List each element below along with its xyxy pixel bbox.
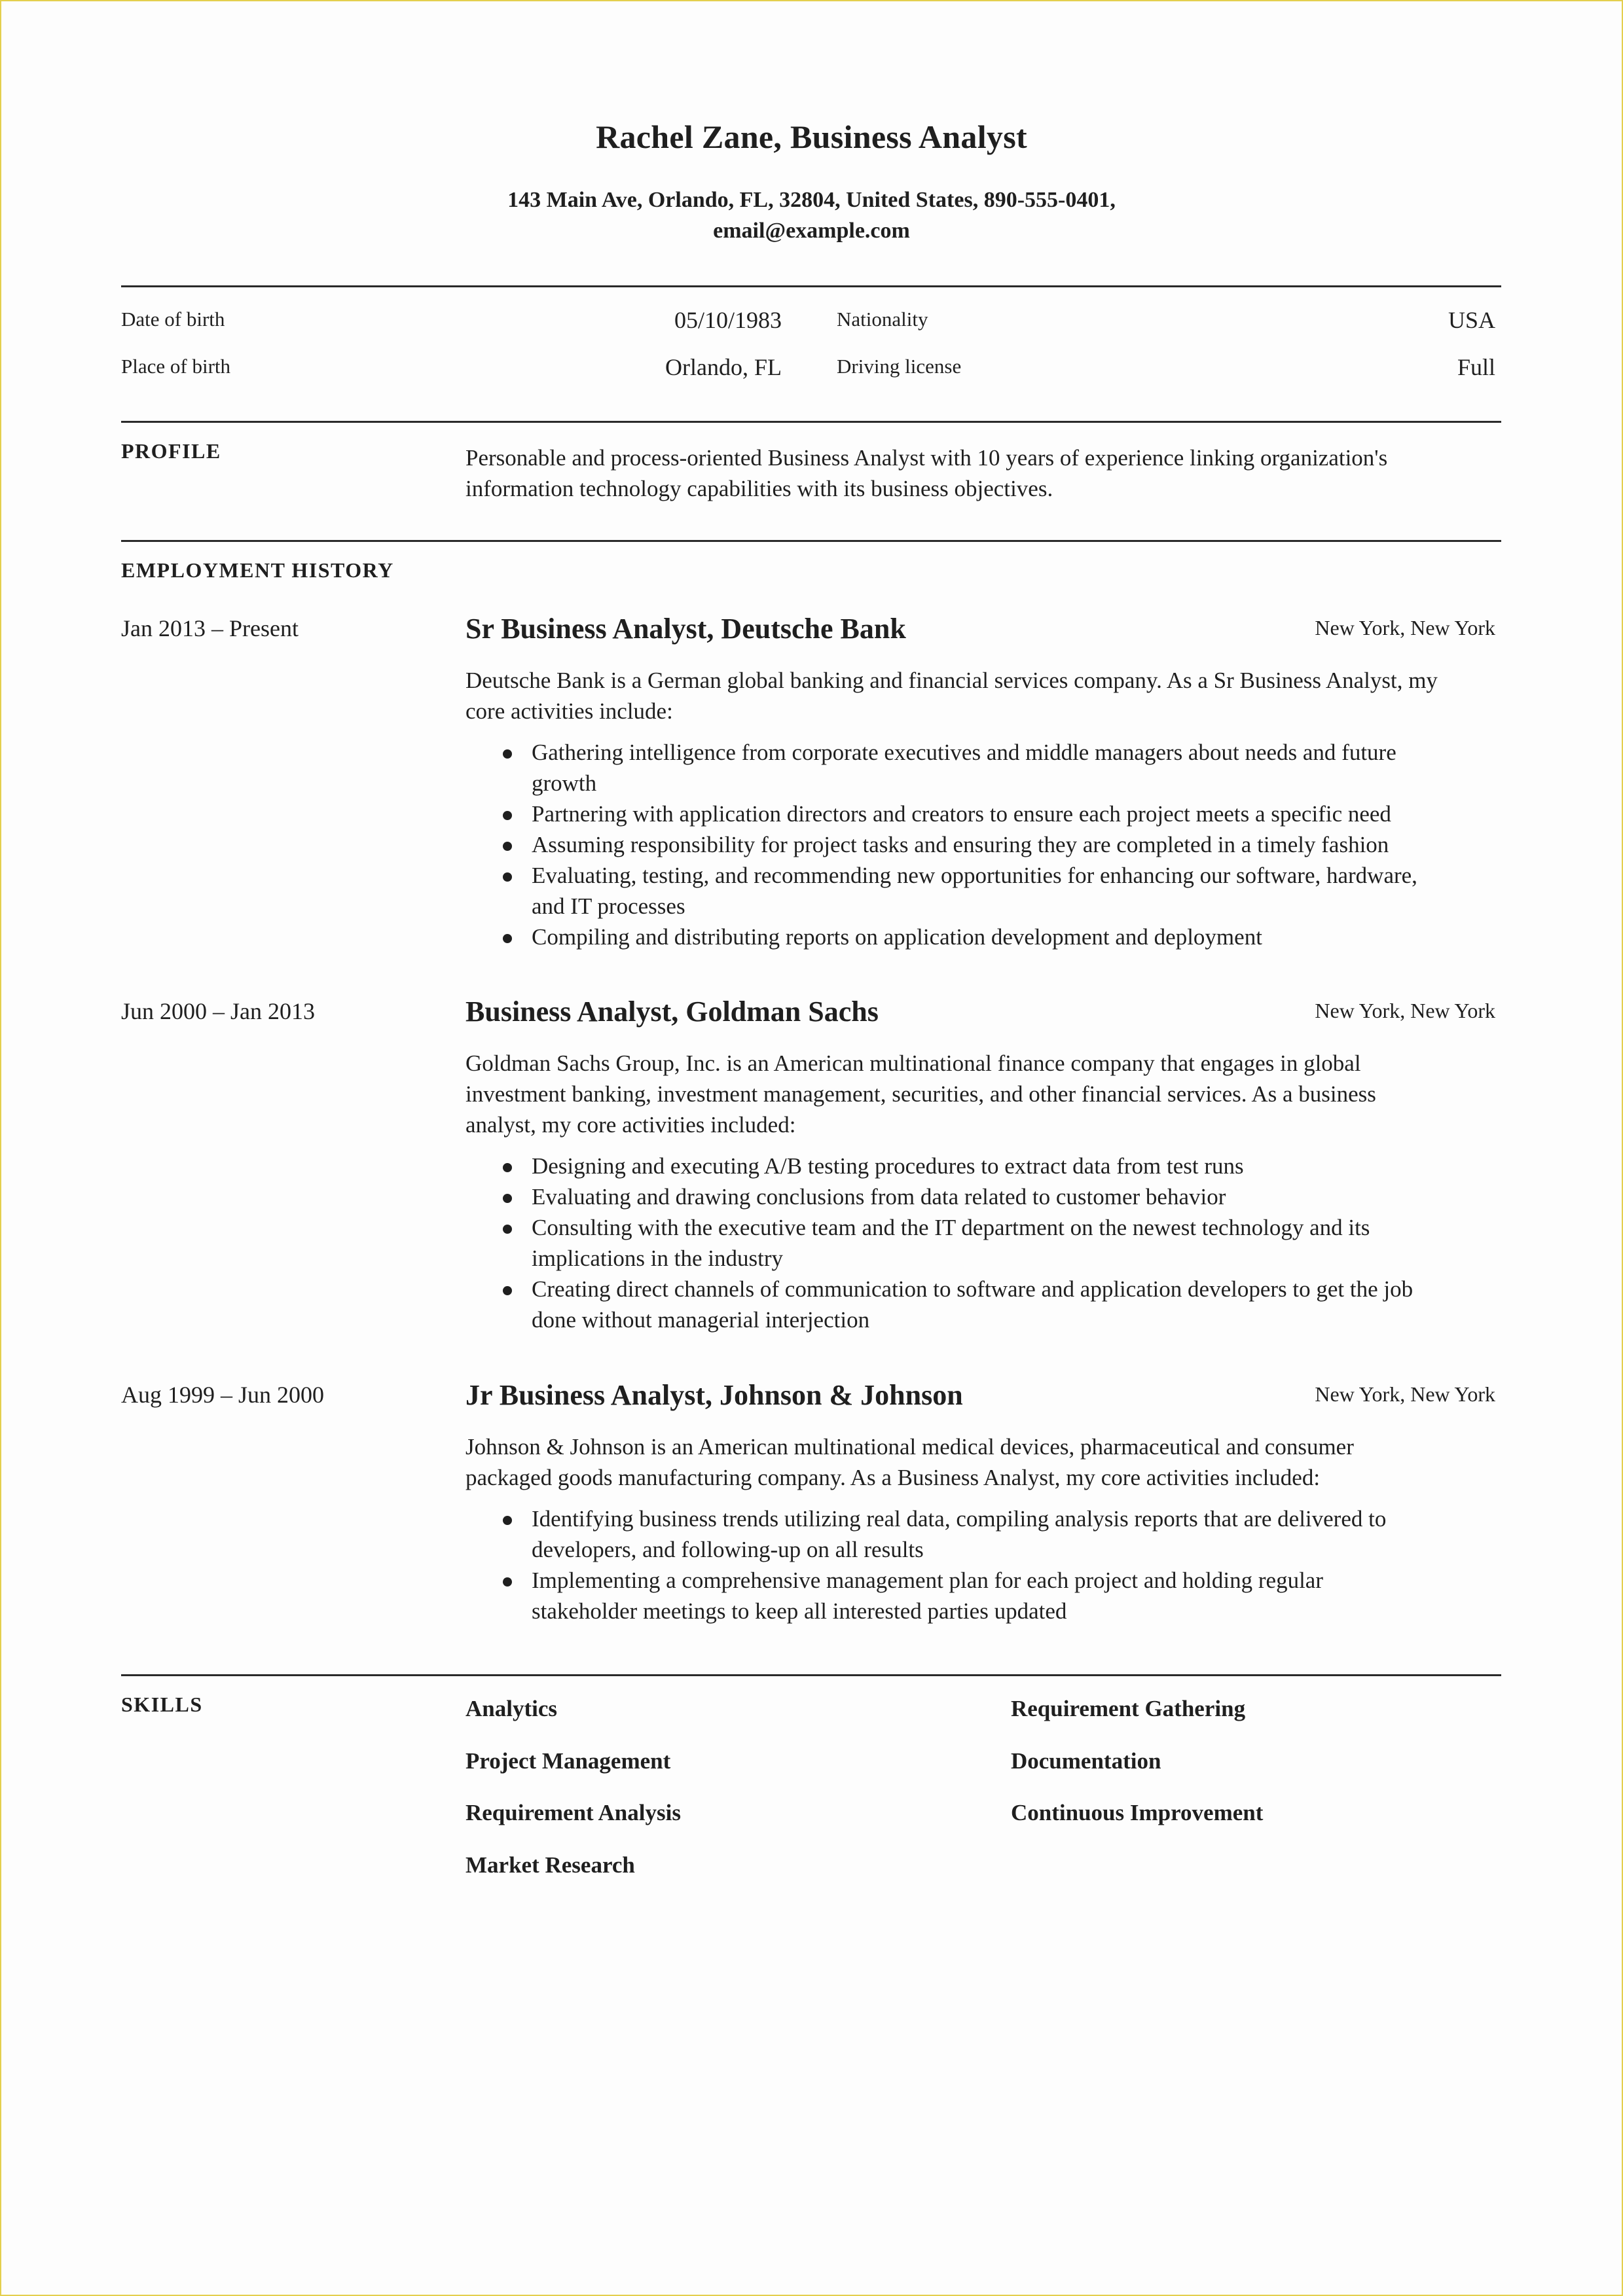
list-item: Compiling and distributing reports on application development and deployment (465, 922, 1500, 952)
list-item: Consulting with the executive team and the IT department on the newest technology and its implications in the industry (465, 1212, 1500, 1274)
list-item: Assuming responsibility for project tasks and ensuring they are completed in a timely fashion (465, 829, 1500, 860)
skills-heading: SKILLS (121, 1693, 203, 1716)
page-title: Rachel Zane, Business Analyst (596, 118, 1027, 155)
list-item: Implementing a comprehensive management plan for each project and holding regular stakeholder meetings to keep all interested parties updated (465, 1565, 1500, 1626)
nationality-value: USA (1448, 307, 1495, 333)
license-label: Driving license (837, 355, 962, 378)
employment-heading: EMPLOYMENT HISTORY (121, 558, 394, 582)
list-item: Designing and executing A/B testing procedures to extract data from test runs (465, 1151, 1500, 1181)
job-description: Johnson & Johnson is an American multinational medical devices, pharmaceutical and consumer packaged goods manufacturing company. As a Business Analyst, my core activities included: (465, 1434, 1354, 1490)
list-item: Identifying business trends utilizing real data, compiling analysis reports that are delivered to developers, and following-up on all results (465, 1503, 1500, 1565)
job-title: Jr Business Analyst, Johnson & Johnson (465, 1379, 963, 1411)
divider (121, 540, 1501, 542)
list-item: Gathering intelligence from corporate executives and middle managers about needs and future growth (465, 737, 1500, 798)
pob-value: Orlando, FL (665, 354, 782, 380)
list-item: Creating direct channels of communication to software and application developers to get the job done without managerial interjection (465, 1274, 1500, 1335)
job-dates: Jun 2000 – Jan 2013 (121, 998, 315, 1024)
job-dates: Jan 2013 – Present (121, 615, 299, 641)
divider (121, 421, 1501, 423)
skill-item: Project Management (465, 1748, 671, 1774)
divider (121, 285, 1501, 287)
dob-value: 05/10/1983 (674, 307, 782, 333)
job-location: New York, New York (1315, 999, 1495, 1022)
skill-item: Requirement Analysis (465, 1800, 681, 1825)
job-location: New York, New York (1315, 1382, 1495, 1406)
address-line: 143 Main Ave, Orlando, FL, 32804, United States, 890-555-0401, (507, 188, 1116, 212)
divider (121, 1674, 1501, 1676)
list-item: Evaluating, testing, and recommending new opportunities for enhancing our software, hardware, and IT processes (465, 860, 1500, 922)
nationality-label: Nationality (837, 308, 928, 331)
profile-heading: PROFILE (121, 439, 221, 463)
job-bullets (465, 1503, 1500, 1626)
skill-item: Market Research (465, 1852, 635, 1878)
job-description: Deutsche Bank is a German global banking and financial services company. As a Sr Business Analyst, my core activities include: (465, 668, 1438, 724)
list-item: Partnering with application directors and creators to ensure each project meets a specific need (465, 798, 1500, 829)
list-item: Evaluating and drawing conclusions from data related to customer behavior (465, 1181, 1500, 1212)
pob-label: Place of birth (121, 355, 231, 378)
job-location: New York, New York (1315, 616, 1495, 639)
license-value: Full (1457, 354, 1495, 380)
job-dates: Aug 1999 – Jun 2000 (121, 1382, 325, 1408)
dob-label: Date of birth (121, 308, 225, 331)
job-title: Business Analyst, Goldman Sachs (465, 996, 879, 1028)
contact-info (1, 185, 1622, 246)
job-bullets (465, 737, 1500, 952)
job-bullets (465, 1151, 1500, 1335)
skill-item: Continuous Improvement (1011, 1800, 1264, 1825)
skill-item: Documentation (1011, 1748, 1161, 1774)
profile-text: Personable and process-oriented Business Analyst with 10 years of experience linking organization's information technology capabilities with its business objectives. (465, 445, 1388, 501)
job-title: Sr Business Analyst, Deutsche Bank (465, 613, 906, 645)
email-line: email@example.com (713, 219, 910, 243)
job-description: Goldman Sachs Group, Inc. is an American multinational finance company that engages in global investment banking, investment management, securities, and other financial services. As a business analyst, my core activities included: (465, 1050, 1376, 1138)
skill-item: Analytics (465, 1696, 557, 1721)
skill-item: Requirement Gathering (1011, 1696, 1246, 1721)
